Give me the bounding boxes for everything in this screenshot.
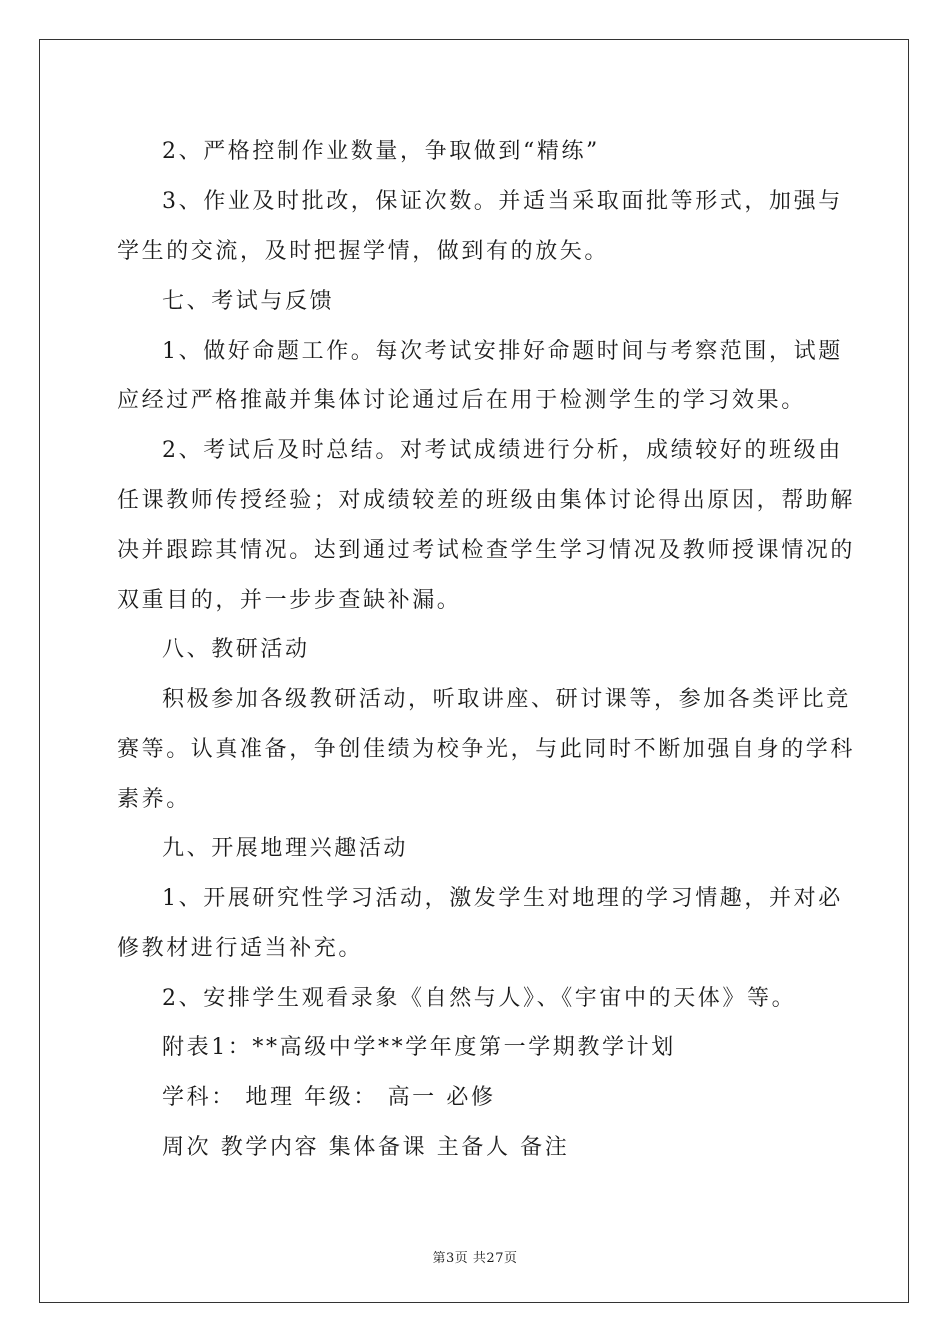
section-heading: 九、开展地理兴趣活动 — [162, 836, 409, 861]
text-line: 2、安排学生观看录象《自然与人》、《宇宙中的天体》等。 — [162, 986, 797, 1011]
section-heading: 八、教研活动 — [162, 637, 310, 662]
page-border — [39, 39, 909, 1303]
text-line: 2、严格控制作业数量，争取做到“精练” — [162, 139, 600, 164]
text-line: 1、开展研究性学习活动，激发学生对地理的学习情趣，并对必 — [162, 886, 843, 911]
text-line: 双重目的，并一步步查缺补漏。 — [117, 588, 462, 613]
text-line: 2、考试后及时总结。对考试成绩进行分析，成绩较好的班级由 — [162, 438, 843, 463]
text-line: 任课教师传授经验；对成绩较差的班级由集体讨论得出原因，帮助解 — [117, 488, 856, 513]
text-line: 应经过严格推敲并集体讨论通过后在用于检测学生的学习效果。 — [117, 388, 806, 413]
text-line: 学生的交流，及时把握学情，做到有的放矢。 — [117, 239, 610, 264]
text-line: 3、作业及时批改，保证次数。并适当采取面批等形式，加强与 — [162, 189, 843, 214]
text-line: 积极参加各级教研活动，听取讲座、研讨课等，参加各类评比竞 — [162, 687, 851, 712]
text-line: 修教材进行适当补充。 — [117, 936, 364, 961]
section-heading: 七、考试与反馈 — [162, 289, 335, 314]
text-line: 素养。 — [117, 787, 191, 812]
table-caption: 附表1：**高级中学**学年度第一学期教学计划 — [162, 1035, 676, 1060]
text-line: 赛等。认真准备，争创佳绩为校争光，与此同时不断加强自身的学科 — [117, 737, 856, 762]
text-line: 1、做好命题工作。每次考试安排好命题时间与考察范围，试题 — [162, 339, 843, 364]
text-line: 决并跟踪其情况。达到通过考试检查学生学习情况及教师授课情况的 — [117, 538, 856, 563]
table-header-row: 周次 教学内容 集体备课 主备人 备注 — [162, 1135, 570, 1160]
table-subject-row: 学科： 地理 年级： 高一 必修 — [162, 1085, 496, 1110]
page-footer: 第3页 共27页 — [432, 1251, 518, 1266]
